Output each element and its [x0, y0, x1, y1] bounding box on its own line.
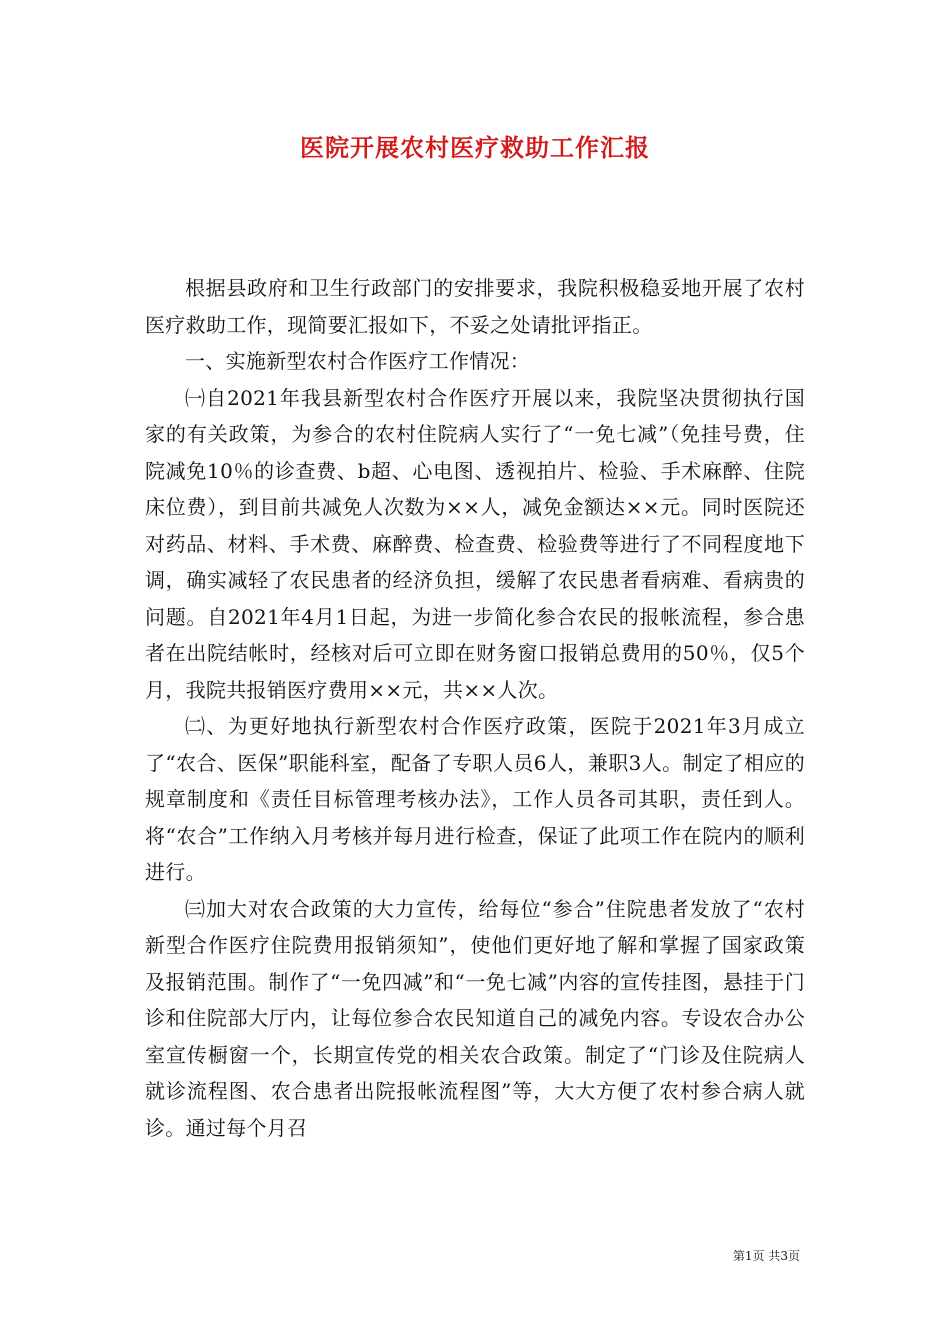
paragraph-item-3: ㈢加大对农合政策的大力宣传，给每位“参合”住院患者发放了“农村新型合作医疗住院费用报销须知”，使他们更好地了解和掌握了国家政策及报销范围。制作了“一免四减”和“一免七减”内容的宣传挂图，悬挂于门诊和住院部大厅内，让每位参合农民知道自己的减免内容。专设农合办公室宣传橱窗一个，长期宣传党的相关农合政策。制定了“门诊及住院病人就诊流程图、农合患者出院报帐流程图”等，大大方便了农村参合病人就诊。通过每个月召 — [145, 896, 805, 1140]
section-heading-1: 一、实施新型农村合作医疗工作情况： — [185, 349, 531, 373]
page-number-footer: 第1页 共3页 — [732, 1249, 800, 1263]
paragraph-intro: 根据县政府和卫生行政部门的安排要求，我院积极稳妥地开展了农村医疗救助工作，现简要汇报如下，不妥之处请批评指正。 — [145, 276, 805, 337]
document-body — [145, 270, 805, 1146]
paragraph-item-1: ㈠自2021年我县新型农村合作医疗开展以来，我院坚决贯彻执行国家的有关政策，为参合的农村住院病人实行了“一免七减”（免挂号费，住院减免10％的诊查费、b超、心电图、透视拍片、检验、手术麻醉、住院床位费），到目前共减免人次数为××人，减免金额达××元。同时医院还对药品、材料、手术费、麻醉费、检查费、检验费等进行了不同程度地下调，确实减轻了农民患者的经济负担，缓解了农民患者看病难、看病贵的问题。自2021年4月1日起，为进一步简化参合农民的报帐流程，参合患者在出院结帐时，经核对后可立即在财务窗口报销总费用的50％，仅5个月，我院共报销医疗费用××元，共××人次。 — [145, 385, 805, 702]
document-title: 医院开展农村医疗救助工作汇报 — [300, 133, 650, 162]
paragraph-item-2: ㈡、为更好地执行新型农村合作医疗政策，医院于2021年3月成立了“农合、医保”职能科室，配备了专职人员6人，兼职3人。制定了相应的规章制度和《责任目标管理考核办法》，工作人员各司其职，责任到人。将“农合”工作纳入月考核并每月进行检查，保证了此项工作在院内的顺利进行。 — [145, 714, 805, 884]
